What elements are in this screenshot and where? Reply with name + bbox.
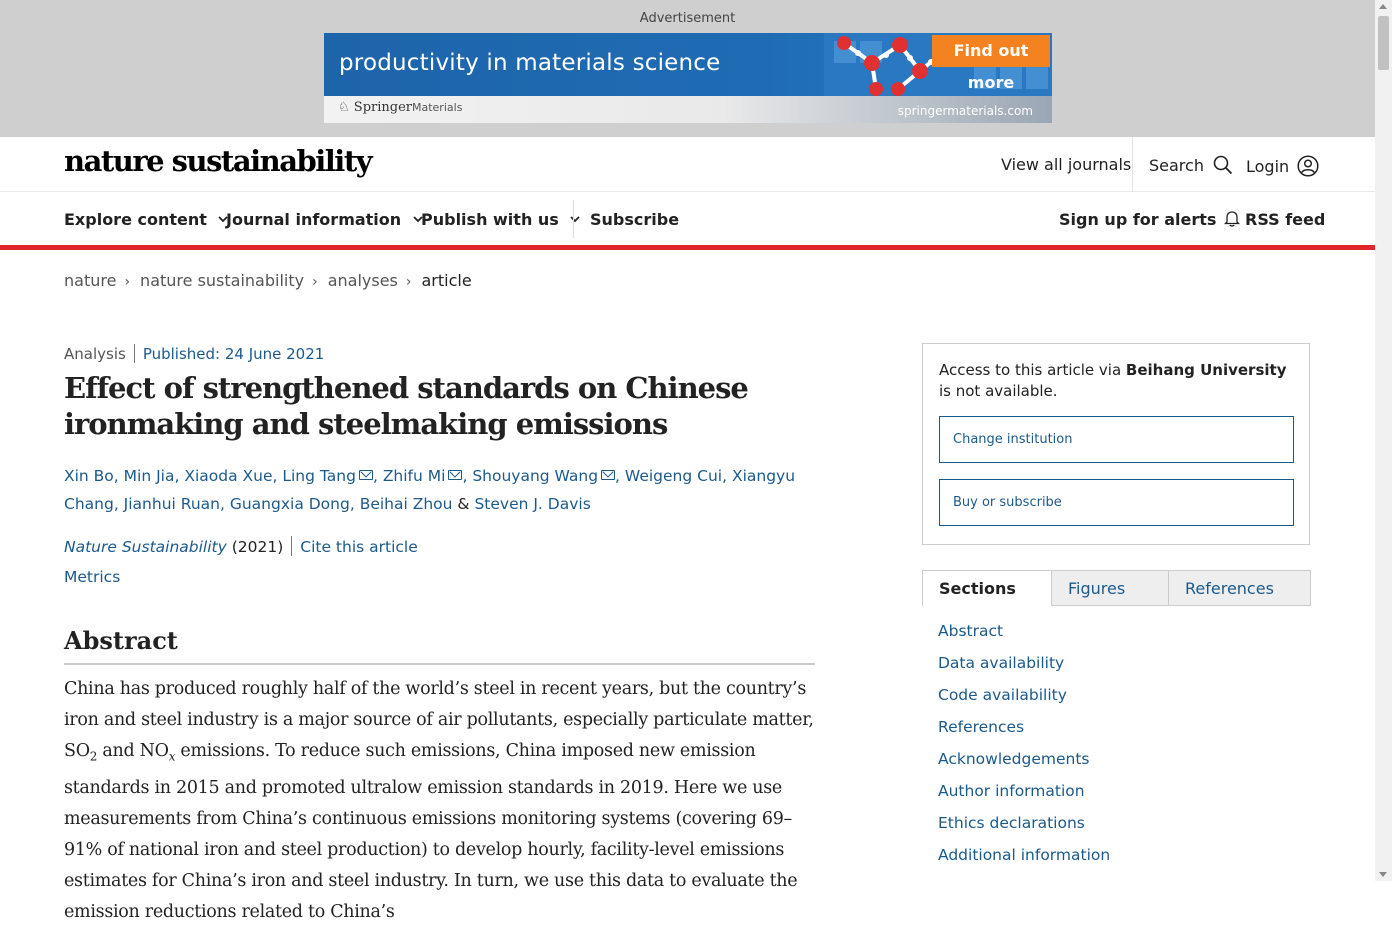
cite-this-article-link[interactable]: Cite this article [300, 538, 418, 556]
abstract-heading: Abstract [64, 626, 178, 655]
section-link-data-availability[interactable]: Data availability [938, 654, 1065, 672]
author-link[interactable]: Xiangyu Chang [64, 467, 796, 513]
sections-list [938, 620, 1110, 876]
search-label: Search [1149, 156, 1204, 175]
tab-sections[interactable]: Sections [922, 570, 1052, 606]
abstract-rule [64, 663, 815, 665]
abstract-subscript: x [168, 749, 176, 764]
chevron-right-icon: › [124, 274, 131, 290]
abstract-subscript: 2 [89, 749, 98, 764]
find-out-more-button[interactable]: Find out more [932, 35, 1050, 67]
access-box [922, 343, 1310, 545]
breadcrumb-nature-sustainability[interactable]: nature sustainability [140, 271, 305, 290]
section-link-author-information[interactable]: Author information [938, 782, 1085, 800]
scrollbar[interactable] [1375, 0, 1392, 881]
access-text-pre: Access to this article via [939, 361, 1126, 379]
nav-publish-label: Publish with us [421, 210, 559, 229]
view-all-journals-link[interactable]: View all journals [1001, 155, 1132, 174]
ad-banner[interactable] [324, 33, 1052, 123]
journal-logo[interactable]: nature sustainability [64, 144, 372, 178]
scroll-thumb[interactable] [1378, 16, 1389, 70]
nav-journal-label: Journal information [226, 210, 402, 229]
article-type: Analysis [64, 345, 126, 363]
section-link-ethics-declarations[interactable]: Ethics declarations [938, 814, 1085, 832]
alerts-label: Sign up for alerts [1059, 210, 1217, 229]
main-nav [0, 191, 1375, 245]
section-link-acknowledgements[interactable]: Acknowledgements [938, 750, 1090, 768]
nav-accent-rule [0, 245, 1375, 250]
login-link[interactable] [1246, 155, 1319, 177]
chevron-down-icon [570, 216, 580, 223]
author-link[interactable]: Xin Bo [64, 467, 114, 485]
ad-brand: Springer [353, 100, 412, 115]
nav-explore-content[interactable] [64, 210, 228, 229]
author-ampersand: & [457, 495, 470, 513]
springer-materials-logo [338, 100, 462, 115]
author-list: Xin Bo, Min Jia, Xiaoda Xue, Ling Tang , Zhifu Mi , Shouyang Wang , Weigeng Cui, Xiangyu Chang, Jianhui Ruan, Guangxia Dong, Beihai Zhou & Steven J. Davis [64, 467, 796, 513]
buy-or-subscribe-button[interactable]: Buy or subscribe [939, 479, 1294, 526]
ad-label: Advertisement [639, 11, 736, 26]
ad-footer [324, 96, 1052, 123]
email-icon[interactable] [448, 470, 462, 480]
search-link[interactable] [1149, 155, 1233, 175]
sign-up-alerts-link[interactable] [1059, 210, 1240, 229]
email-icon[interactable] [359, 470, 373, 480]
article-title: Effect of strengthened standards on Chinese ironmaking and steelmaking emissions [64, 371, 748, 441]
ad-band [0, 0, 1375, 137]
published-date: Published: 24 June 2021 [142, 345, 325, 363]
author-link[interactable]: Shouyang Wang [472, 467, 599, 485]
article-meta [64, 344, 324, 363]
author-link[interactable]: Weigeng Cui [624, 467, 723, 485]
ad-url: springermaterials.com [897, 104, 1033, 118]
user-icon [1297, 155, 1319, 177]
tab-references[interactable]: References [1168, 570, 1311, 606]
author-link[interactable]: Steven J. Davis [474, 495, 591, 513]
citation-line [64, 536, 418, 556]
publication-year: (2021) [231, 538, 284, 556]
rss-feed-link[interactable]: RSS feed [1245, 210, 1326, 229]
bell-icon [1224, 210, 1240, 227]
header-divider [1132, 137, 1133, 191]
metrics-link[interactable]: Metrics [64, 568, 121, 586]
author-link[interactable]: Beihai Zhou [359, 495, 453, 513]
author-link[interactable]: Jianhui Ruan [123, 495, 220, 513]
access-message [939, 360, 1294, 402]
scroll-down-arrow-icon[interactable] [1379, 872, 1387, 877]
site-header [0, 137, 1375, 192]
sidebar-tabs [922, 570, 1311, 606]
abstract-text-part: emissions. To reduce such emissions, China imposed new emission standards in 2015 and promoted ultralow emission standards in 2019. Here we use measurements from China’s continuous emissions monitoring systems (covering 69–91% of national iron and steel production) to develop hourly, facility-level emissions estimates for China’s iron and steel industry. In turn, we use this data to evaluate the emission reductions related to China’s [64, 741, 798, 922]
section-link-abstract[interactable]: Abstract [938, 622, 1004, 640]
nav-explore-label: Explore content [64, 210, 207, 229]
nav-divider [573, 200, 574, 238]
breadcrumb-nature[interactable]: nature [64, 271, 117, 290]
chevron-right-icon: › [405, 274, 412, 290]
breadcrumb [64, 271, 472, 290]
section-link-code-availability[interactable]: Code availability [938, 686, 1067, 704]
author-link[interactable]: Xiaoda Xue [184, 467, 273, 485]
ad-headline: productivity in materials science [339, 50, 721, 76]
tab-figures[interactable]: Figures [1051, 570, 1169, 606]
email-icon[interactable] [601, 470, 615, 480]
login-label: Login [1246, 157, 1290, 176]
journal-name[interactable]: Nature Sustainability [64, 538, 227, 556]
abstract-text [64, 674, 819, 928]
author-link[interactable]: Ling Tang [282, 467, 356, 485]
meta-divider [134, 344, 135, 363]
section-link-references[interactable]: References [938, 718, 1025, 736]
breadcrumb-analyses[interactable]: analyses [327, 271, 398, 290]
nav-publish-with-us[interactable] [421, 210, 580, 229]
nav-subscribe[interactable]: Subscribe [590, 210, 680, 229]
springer-horse-icon: ♘ [338, 100, 350, 115]
section-link-additional-information[interactable]: Additional information [938, 846, 1111, 864]
abstract-text-part: and NO [97, 741, 169, 761]
author-link[interactable]: Zhifu Mi [382, 467, 446, 485]
access-text-post: is not available. [939, 382, 1058, 400]
ad-brand-sub: Materials [412, 101, 463, 114]
institution-name: Beihang University [1125, 361, 1287, 379]
abstract-text-part: China has produced roughly half of the world’s steel in recent years, but the country’s iron and steel industry is a major source of air pollutants, especially particulate matter, SO [64, 679, 814, 761]
author-link[interactable]: Guangxia Dong [229, 495, 350, 513]
chevron-right-icon: › [312, 274, 318, 290]
scroll-up-arrow-icon[interactable] [1379, 4, 1387, 9]
nav-journal-information[interactable] [226, 210, 423, 229]
change-institution-button[interactable]: Change institution [939, 416, 1294, 463]
search-icon [1213, 155, 1233, 175]
author-link[interactable]: Min Jia [123, 467, 175, 485]
breadcrumb-current: article [421, 271, 472, 290]
cite-divider [291, 536, 292, 556]
